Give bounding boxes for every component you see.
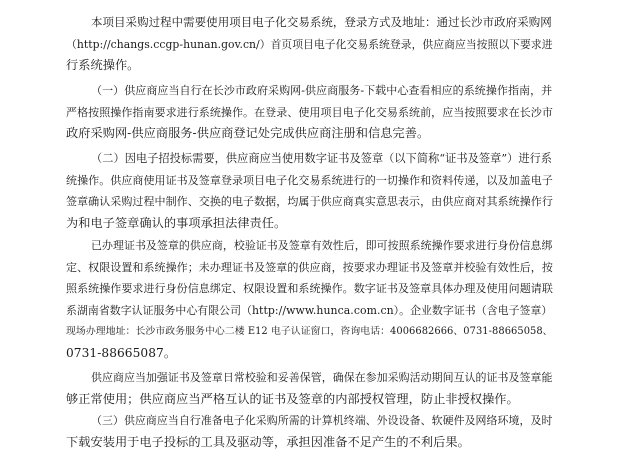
- text-line: 现场办理地址：长沙市政务服务中心二楼 E12 电子认证窗口，咨询电话：4006682666、0731-88665058、: [66, 326, 553, 338]
- text-line: 0731-88665087。: [66, 345, 177, 360]
- text-line: 为和电子签章确认的事项承担法律责任。: [66, 215, 287, 230]
- paragraph-item-1: [66, 80, 552, 145]
- text-line: 行系统操作。: [66, 58, 140, 73]
- text-line: 政府采购网-供应商服务-供应商登记处完成供应商注册和信息完善。: [66, 126, 430, 141]
- text-line: 下载安装用于电子投标的工具及驱动等，承担因准备不足产生的不利后果。: [66, 434, 470, 449]
- text-line: （一）供应商应当自行在长沙市政府采购网-供应商服务-下载中心查看相应的系统操作指南，并: [91, 84, 553, 97]
- text-line: 签章确认采购过程中制作、交换的电子数据，均属于供应商真实意思表示，由供应商对其系统操作行: [66, 195, 553, 209]
- text-line: 照系统操作要求进行身份信息绑定、权限设置和系统操作。数字证书及签章具体办理及使用问题请联: [66, 282, 553, 296]
- text-line: 已办理证书及签章的供应商，校验证书及签章有效性后，即可按照系统操作要求进行身份信息绑: [91, 239, 553, 252]
- text-line: 供应商应当加强证书及签章日常校验和妥善保管，确保在参加采购活动期间互认的证书及签章能: [91, 371, 553, 384]
- text-line: 严格按照操作指南要求进行系统操作。在登录、使用项目电子化交易系统前，应当按照要求在长沙市: [66, 105, 553, 119]
- text-line: （http://changs.ccgp-hunan.gov.cn/）首页项目电子化交易系统登录，供应商应当按照以下要求进: [66, 37, 553, 51]
- text-line: （三）供应商应当自行准备电子化采购所需的计算机终端、外设设备、软硬件及网络环境，及时: [91, 414, 553, 427]
- text-line: （二）因电子招投标需要，供应商应当使用数字证书及签章（以下简称“证书及签章”）进行系: [91, 152, 553, 165]
- paragraph-intro: [66, 12, 552, 77]
- paragraph-cert-info: [66, 235, 552, 365]
- text-line: 统操作。供应商使用证书及签章登录项目电子化交易系统进行的一切操作和资料传递，以及加盖电子: [66, 173, 553, 187]
- text-line: 够正常使用；供应商应当严格互认的证书及签章的内部授权管理，防止非授权操作。: [66, 391, 519, 406]
- text-line: 定、权限设置和系统操作；未办理证书及签章的供应商，按要求办理证书及签章并校验有效性后，按: [66, 260, 553, 274]
- paragraph-item-2: [66, 148, 552, 234]
- paragraph-item-3: [66, 410, 552, 453]
- text-line: 本项目采购过程中需要使用项目电子化交易系统，登录方式及地址：通过长沙市政府采购网: [91, 15, 552, 29]
- paragraph-safekeeping: [66, 367, 552, 410]
- text-line: 系湖南省数字认证服务中心有限公司（http://www.hunca.com.cn）。企业数字证书（含电子签章）: [66, 303, 553, 317]
